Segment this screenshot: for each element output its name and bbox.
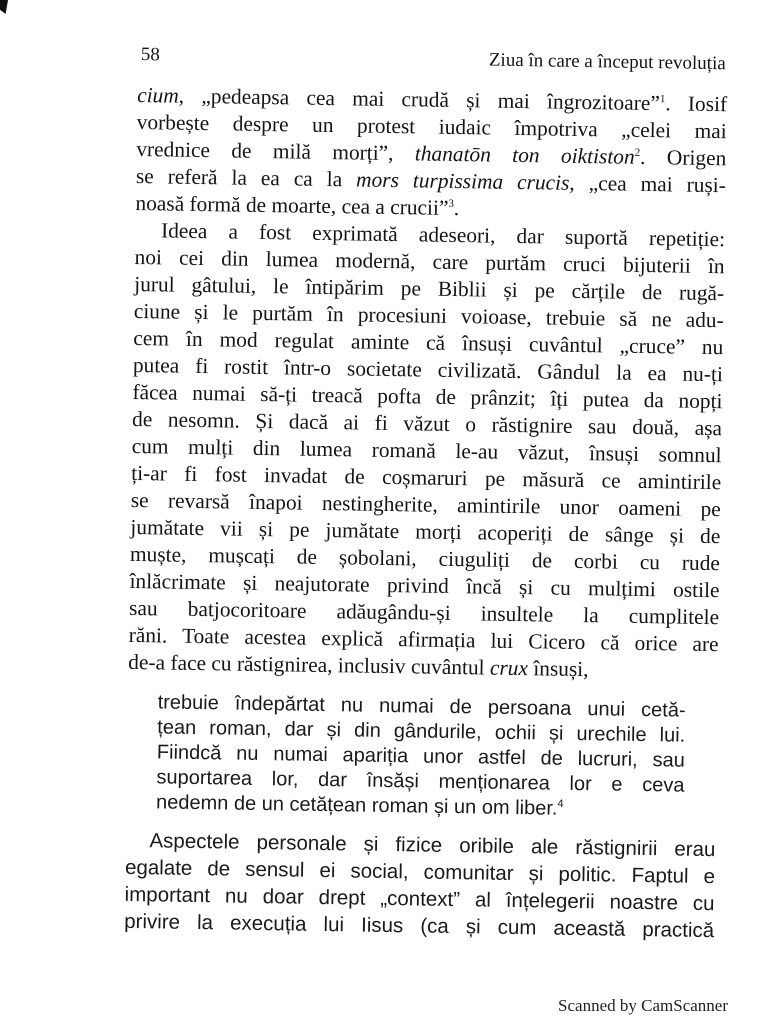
text-line: muște, mușcați de șobolani, ciuguliți de corbi cu rude — [129, 541, 721, 576]
text-line: făcea numai să-ți treacă pofta de prânzit; îți putea da nopți — [132, 379, 723, 414]
footnote-marker: 2 — [634, 146, 641, 159]
book-page — [124, 44, 728, 944]
text-line: important nu doar drept „context” al înțelegerii noastre cu — [124, 882, 715, 916]
text-line: se revarsă înapoi nestingherite, amintirile unor oameni pe — [130, 487, 721, 522]
text-span: , „pedeapsa cea mai crudă și mai îngrozitoare” — [178, 83, 661, 116]
text-line: cum mulți din lumea romană le-au văzut, însuși somnul — [131, 433, 722, 468]
text-span: , „cea mai ruși- — [569, 170, 727, 198]
text-line: sau batjocoritoare adăugându-și insultele la cumplitele — [128, 595, 720, 630]
quote-line: țean roman, dar și din gândurile, ochii și urechile lui. — [157, 716, 686, 747]
text-line: privire la execuția lui Iisus (ca și cum această practică — [124, 909, 715, 943]
text-span: nedemn de un cetățean roman și un om liber. — [155, 791, 558, 820]
text-span: . Origen — [639, 144, 727, 171]
text-line: egalate de sensul ei social, comunitar și politic. Faptul e — [124, 855, 716, 889]
text-line: vorbește despre un protest iudaic împotriva „celei mai — [136, 109, 727, 144]
text-span: de-a face cu răstignirea, inclusiv cuvântul — [128, 649, 491, 680]
paragraph-2 — [128, 217, 725, 685]
text-line: înlăcrimate și neajutorate privind încă și cu mulțimi ostile — [129, 568, 720, 603]
scanner-watermark: Scanned by CamScanner — [558, 996, 728, 1015]
italic-text: thanatōn ton oiktiston — [414, 141, 635, 169]
text-line: răni. Toate acestea explică afirmația lui Cicero că orice are — [128, 622, 719, 657]
text-line: ți-ar fi fost invadat de coșmaruri pe măsură ce amintirile — [131, 460, 722, 495]
page-number: 58 — [140, 44, 160, 66]
block-quote — [156, 690, 686, 823]
paragraph-1 — [135, 82, 727, 226]
italic-text: cium — [137, 82, 179, 108]
body-text — [128, 82, 727, 685]
quote-line: trebuie îndepărtat nu numai de persoana unui cetă- — [157, 691, 686, 722]
text-line: cem în mod regulat aminte că însuși cuvântul „cruce” nu — [133, 325, 724, 360]
paragraph-3 — [124, 827, 716, 944]
text-line: de nesomn. Și dacă ai fi văzut o răstignire sau două, așa — [131, 406, 723, 441]
text-line: jurul gâtului, le întipărim pe Biblii și pe cărțile de rugă- — [134, 271, 725, 306]
text-span: însuși, — [527, 656, 589, 682]
text-span: noasă formă de moarte, cea a crucii” — [135, 190, 449, 220]
italic-text: crux — [489, 655, 529, 681]
footnote-marker: 1 — [659, 93, 666, 106]
italic-text: mors turpissima crucis — [355, 167, 570, 195]
footnote-marker: 4 — [557, 798, 564, 811]
text-line: noi cei din lumea modernă, care purtăm cruci bijuterii în — [134, 244, 725, 279]
footnote-marker: 3 — [448, 197, 455, 210]
quote-line: Fiindcă nu numai apariția unor astfel de lucruri, sau — [156, 741, 685, 772]
scan-corner-mark — [0, 0, 8, 14]
text-span: . — [453, 195, 460, 221]
text-span: se referă la ea ca la — [135, 163, 357, 192]
text-line: ciune și le purtăm în procesiuni voioase, trebuie să ne adu- — [133, 298, 724, 333]
chapter-title: Ziua în care a început revoluția — [488, 49, 726, 75]
text-line: putea fi rostit într-o societate civilizată. Gândul la ea nu-ți — [132, 352, 724, 387]
quote-line: suportarea lor, dar însăși menționarea lor e ceva — [156, 766, 685, 797]
text-line: jumătate vii și pe jumătate morți acoperiți de sânge și de — [130, 514, 721, 549]
text-span: vrednice de milă morți”, — [136, 136, 416, 166]
text-line: Aspectele personale și fizice oribile ale răstignirii erau — [149, 829, 716, 862]
text-line: Ideea a fost exprimată adeseori, dar suportă repetiție: — [160, 218, 726, 252]
text-span: . Iosif — [665, 91, 728, 117]
